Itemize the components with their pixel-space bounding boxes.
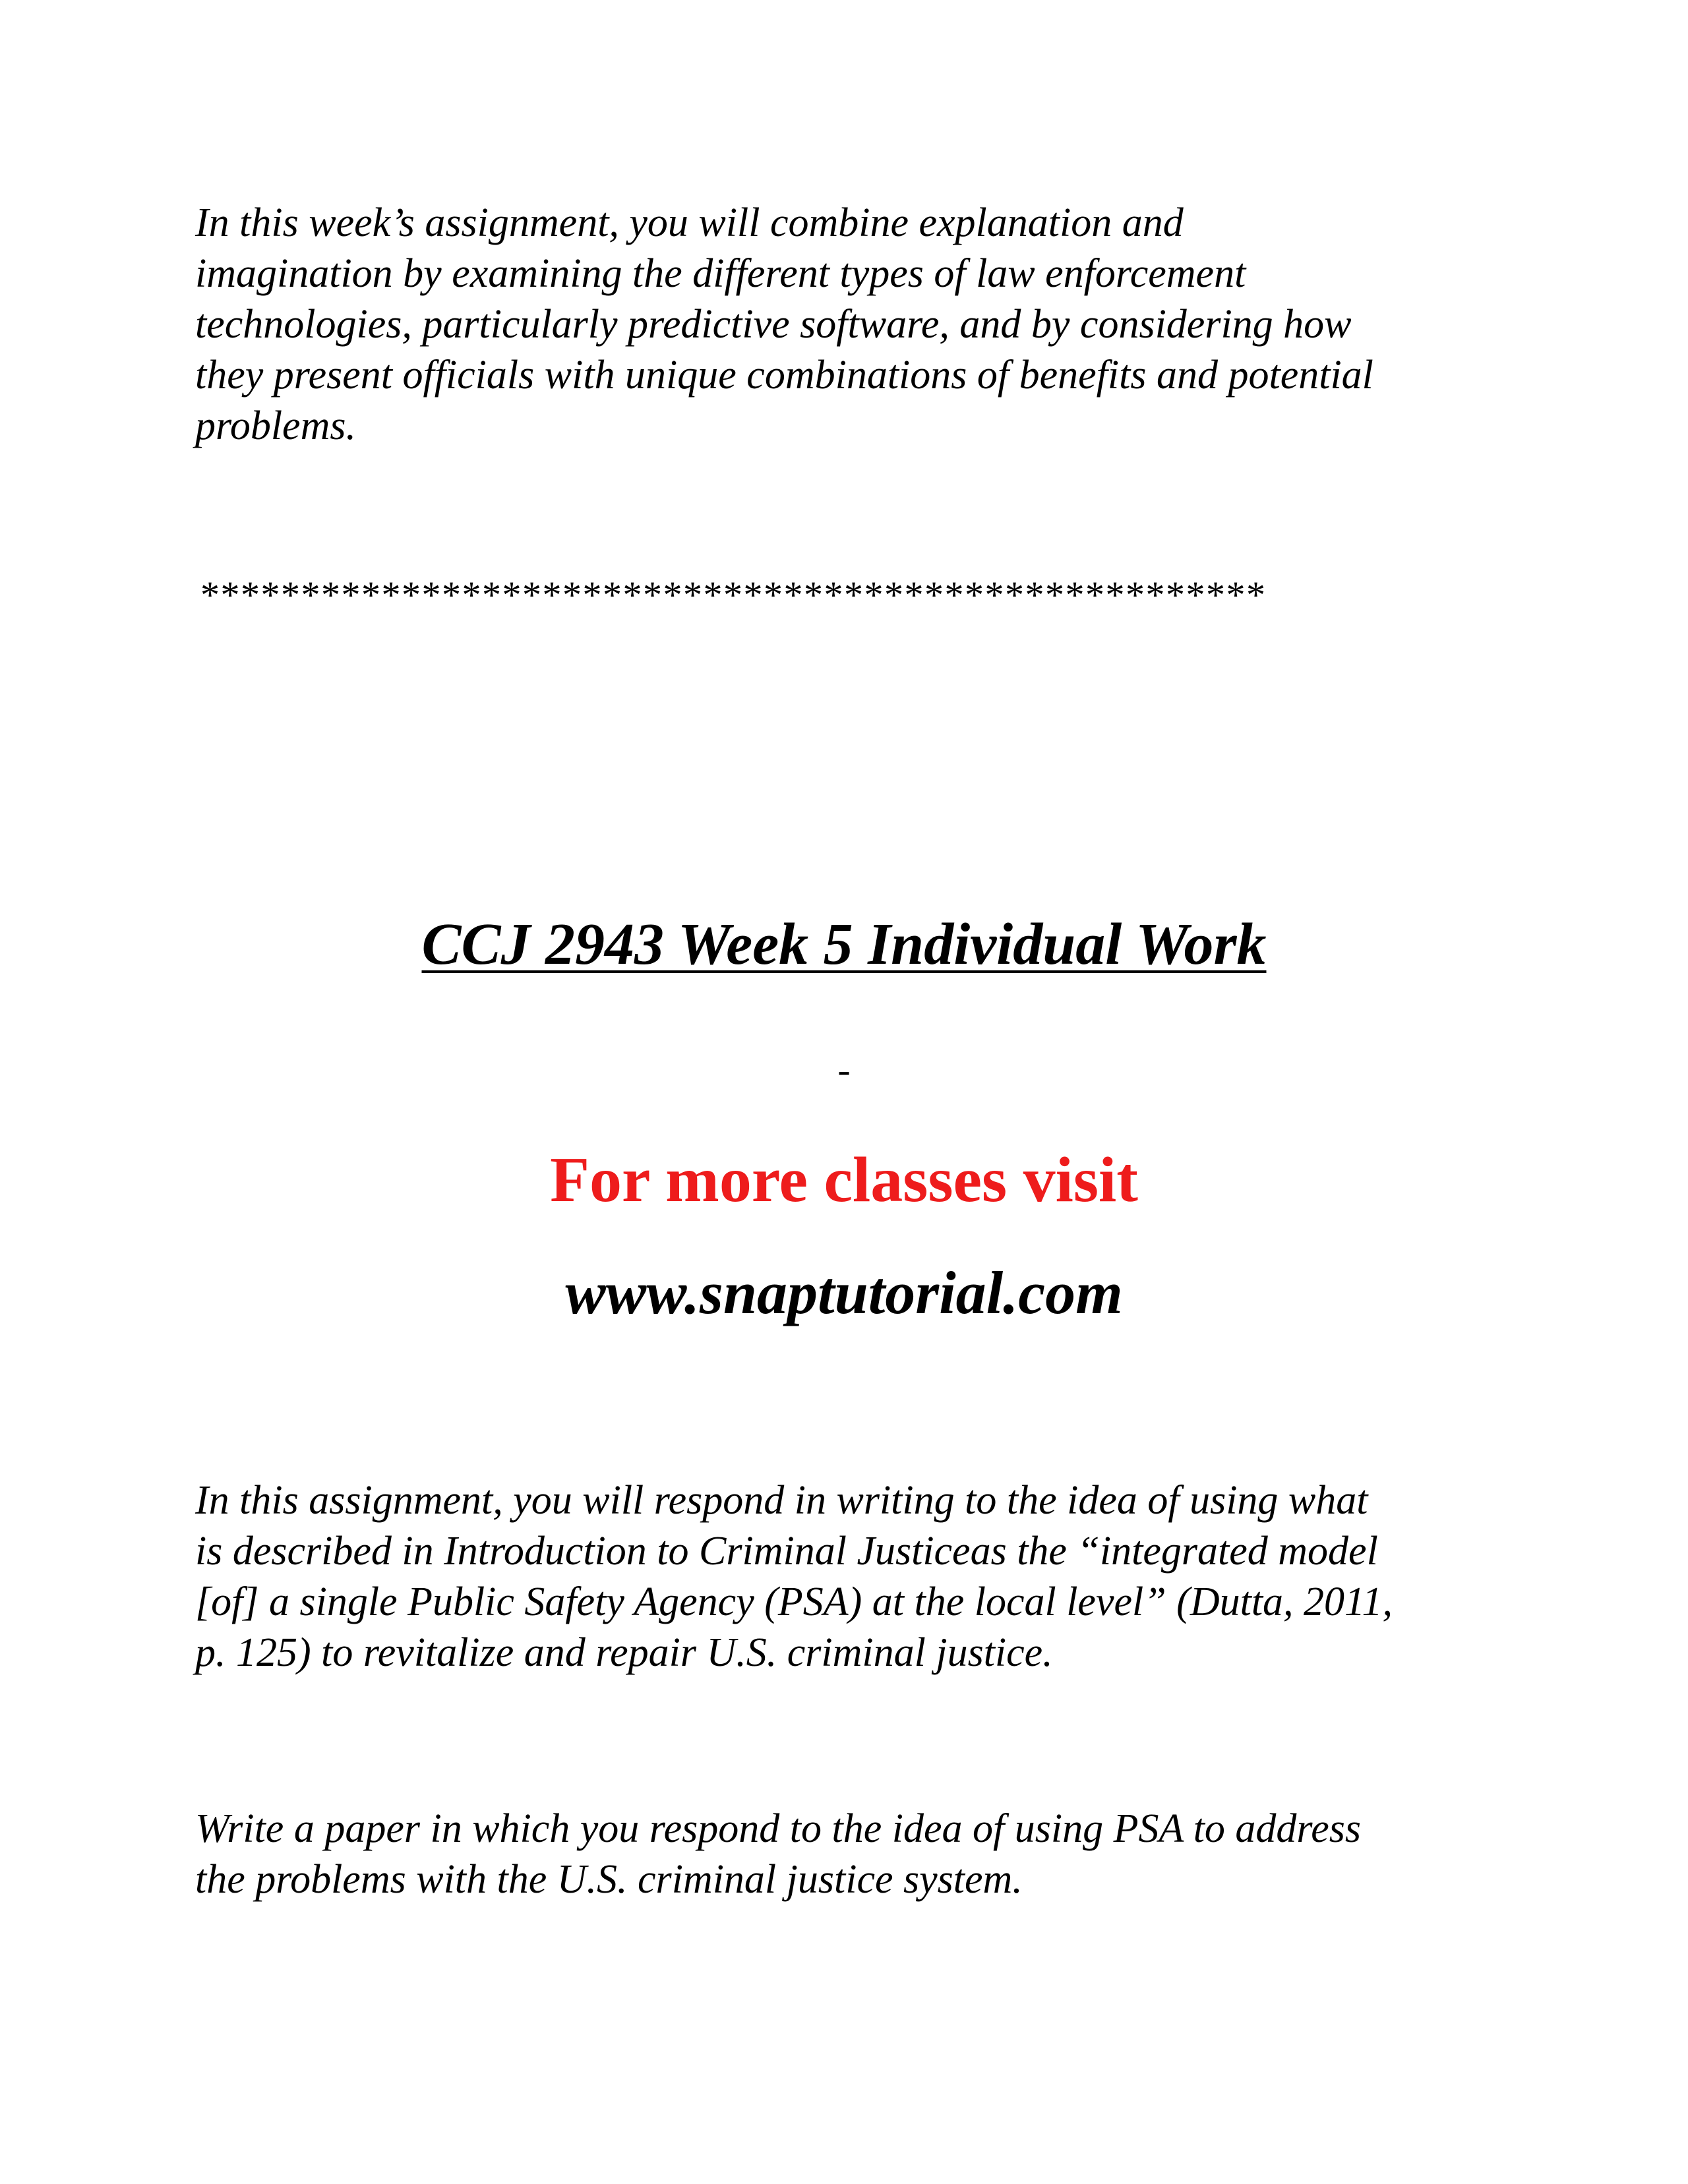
assignment-line: [of] a single Public Safety Agency (PSA) at the local level” (Dutta, 2011,	[195, 1579, 1393, 1624]
instructions-line: the problems with the U.S. criminal justice system.	[195, 1857, 1023, 1902]
assignment-paragraph	[195, 1475, 1393, 1678]
assignment-line: is described in Introduction to Criminal Justiceas the “integrated model	[195, 1529, 1378, 1574]
instructions-line: Write a paper in which you respond to the idea of using PSA to address	[195, 1806, 1362, 1851]
assignment-line: In this assignment, you will respond in writing to the idea of using what	[195, 1478, 1368, 1523]
intro-paragraph	[195, 198, 1373, 452]
intro-line: In this week’s assignment, you will combine explanation and	[195, 200, 1184, 245]
asterisk-divider: *****************************************************	[200, 574, 1267, 616]
instructions-paragraph	[195, 1804, 1361, 1905]
promo-url: www.snaptutorial.com	[565, 1259, 1123, 1326]
intro-line: they present officials with unique combinations of benefits and potential	[195, 353, 1373, 398]
document-title	[0, 908, 1688, 981]
promo-heading: For more classes visit	[550, 1144, 1138, 1216]
intro-line: imagination by examining the different types of law enforcement	[195, 251, 1246, 296]
dash-separator: -	[837, 1048, 851, 1091]
assignment-line: p. 125) to revitalize and repair U.S. criminal justice.	[195, 1630, 1053, 1675]
document-title-text: CCJ 2943 Week 5 Individual Work	[421, 912, 1267, 977]
intro-line: problems.	[195, 403, 356, 448]
intro-line: technologies, particularly predictive software, and by considering how	[195, 302, 1352, 347]
